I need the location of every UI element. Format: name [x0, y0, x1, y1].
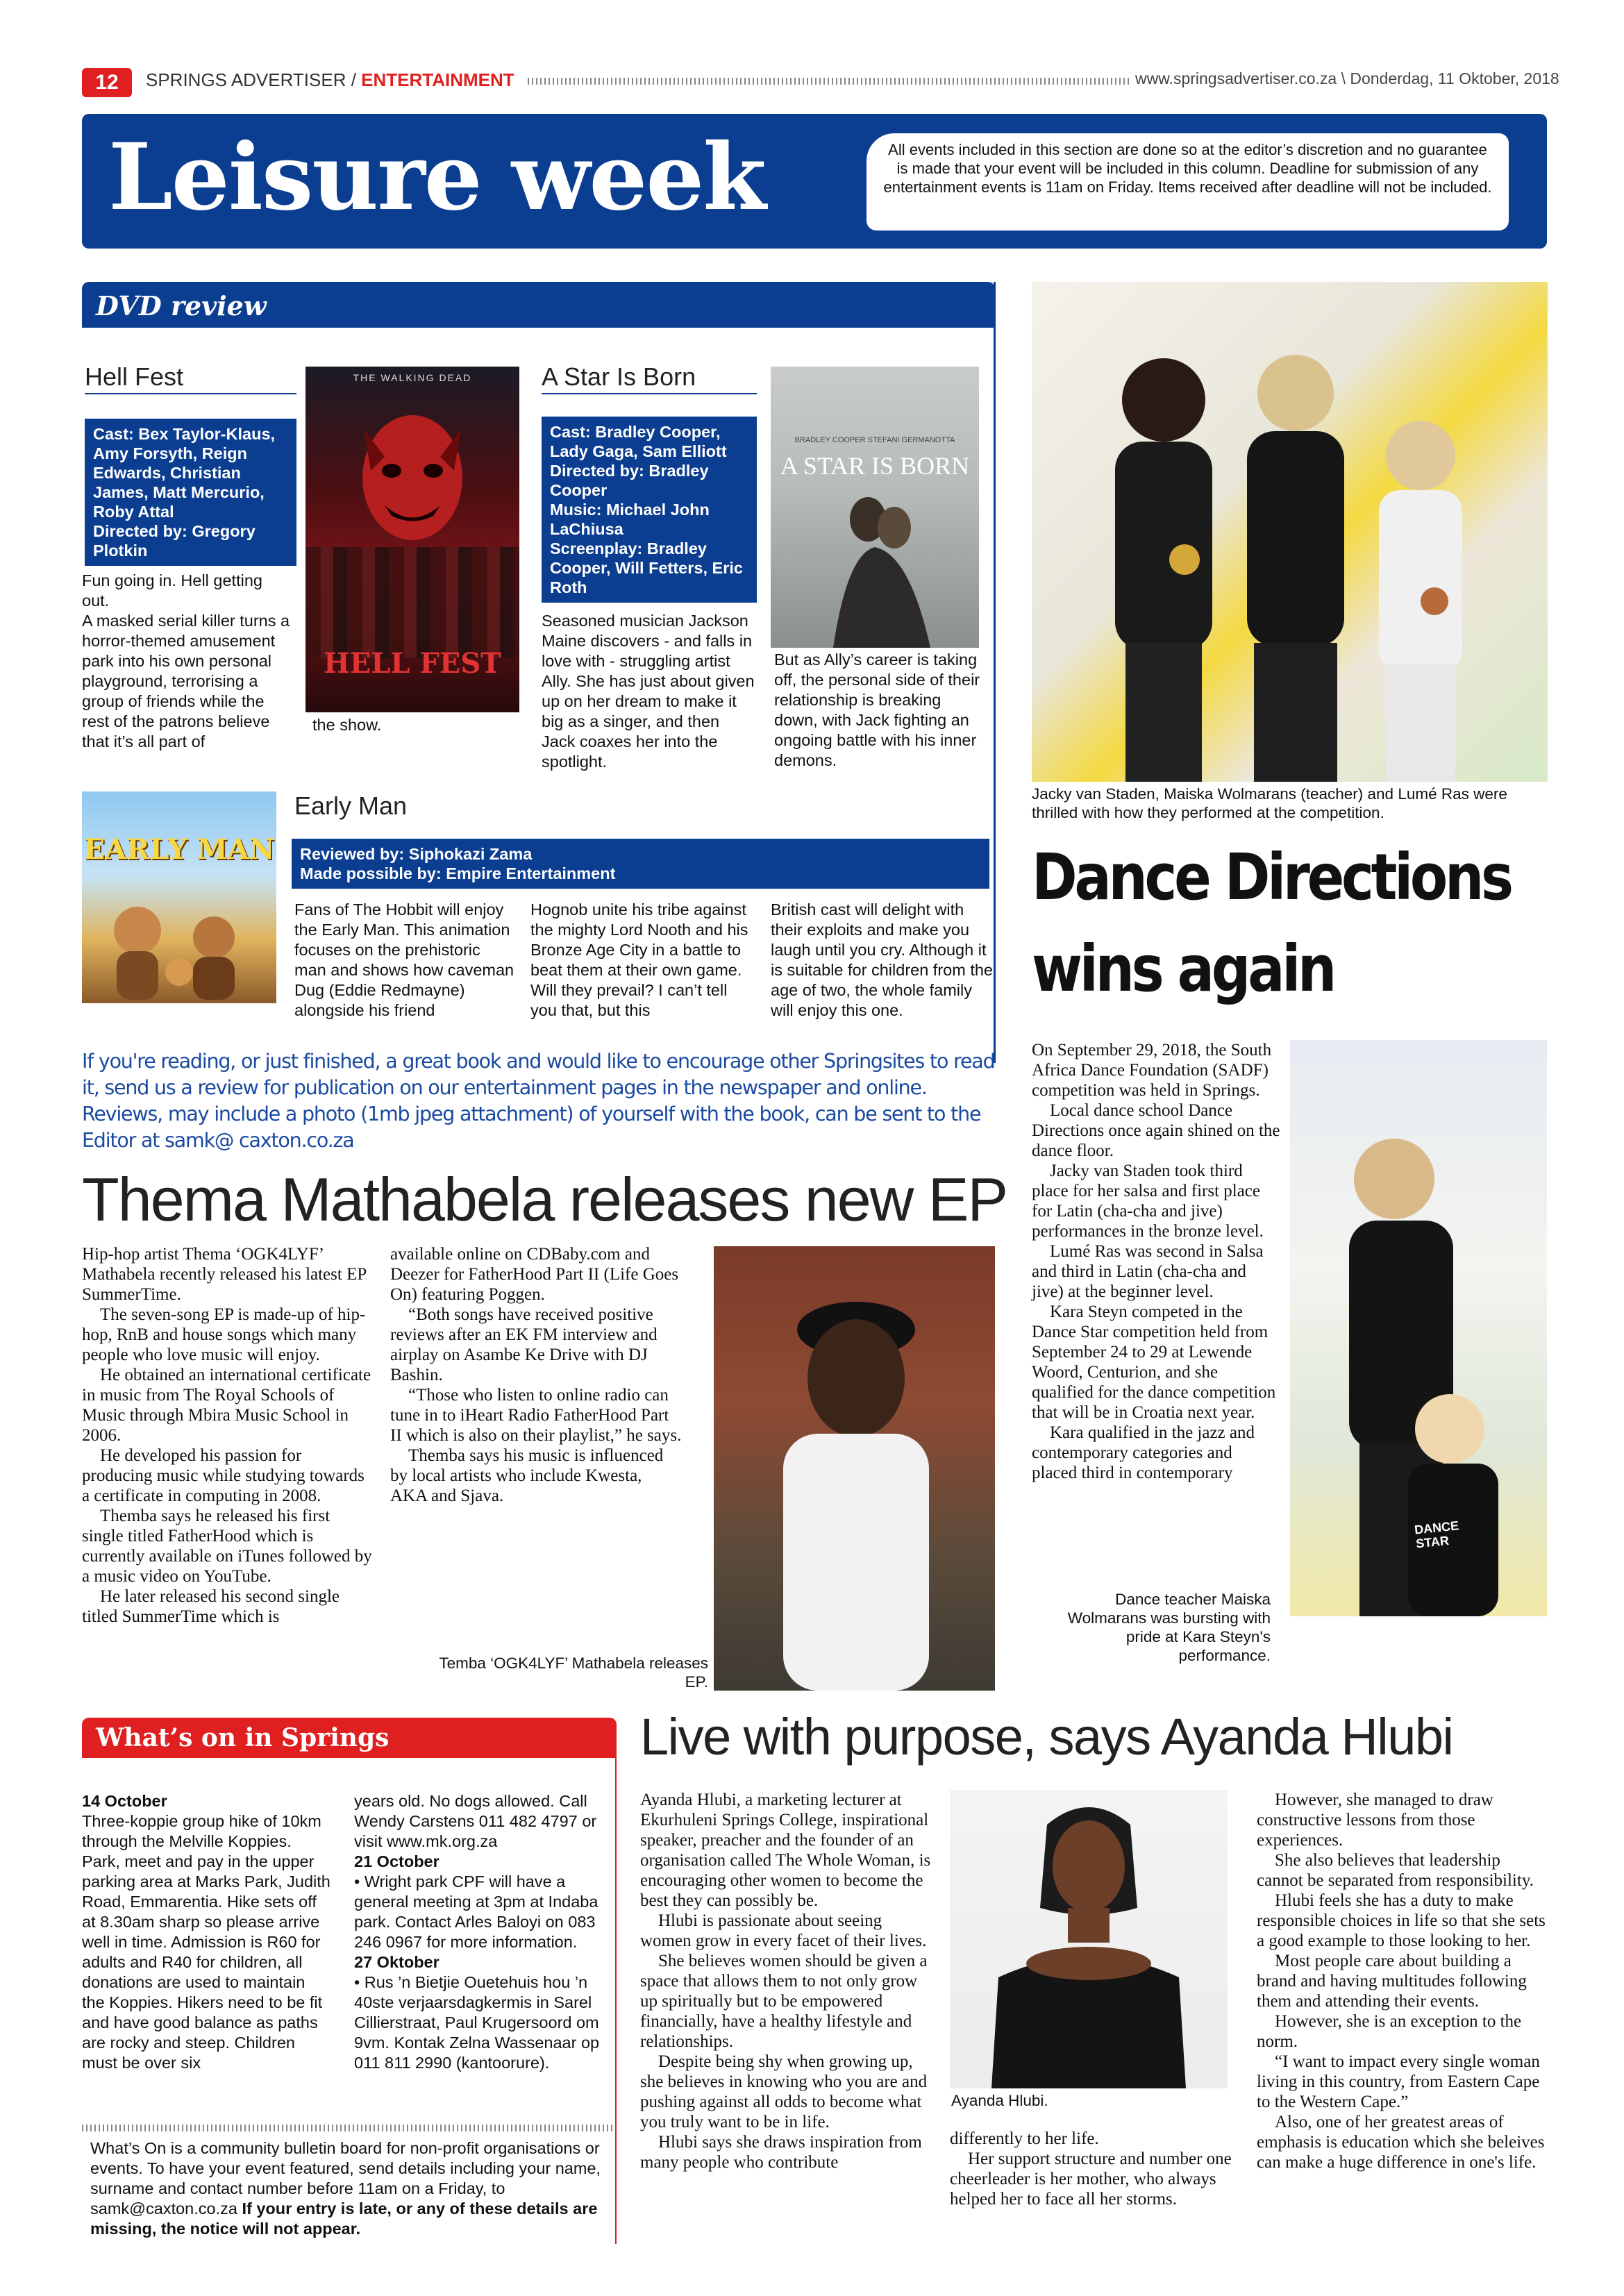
- hellfest-poster-crowd: [305, 547, 519, 658]
- dance-photo-trio: [1032, 282, 1548, 782]
- page-number: 12: [95, 71, 119, 94]
- dance-para-1: On September 29, 2018, the South Africa Dance Foundation (SADF) competition was held in Springs.: [1032, 1041, 1272, 1100]
- whatson-date-2: 21 October: [354, 1852, 440, 1870]
- dance-para-3: Jacky van Staden took third place for her salsa and first place for Latin (cha-cha and jive) performances in the bronze level.: [1032, 1162, 1264, 1241]
- thema-col2: [390, 1244, 682, 1506]
- whatson-item-1-cont: years old. No dogs allowed. Call Wendy Carstens 011 482 4797 or visit www.mk.org.za: [354, 1792, 597, 1850]
- dance-photo-teacher: [1290, 1040, 1547, 1616]
- ayanda-col3-para-5: However, she is an exception to the norm.: [1257, 2012, 1522, 2051]
- ayanda-col2: [950, 2129, 1241, 2209]
- ayanda-portrait-icon: [991, 1797, 1186, 2088]
- dance-headline: Dance Directions wins again: [1032, 840, 1511, 1006]
- thema-col1-para-6: He later released his second single titled SummerTime which is: [82, 1587, 340, 1626]
- dancers-trio-icon: [1060, 310, 1518, 782]
- hellfest-title: Hell Fest: [85, 362, 184, 391]
- page-number-badge: [82, 68, 132, 97]
- whatson-item-2: • Wright park CPF will have a general meeting at 3pm at Indaba park. Contact Arles Baloyi on 083 246 0967 for more information.: [354, 1872, 598, 1951]
- whatson-footer-bold: If your entry is late, or any of these details are missing, the notice will not appear.: [90, 2199, 598, 2238]
- thema-headline: Thema Mathabela releases new EP: [82, 1165, 1007, 1234]
- earlyman-poster: [82, 791, 276, 1003]
- earlyman-poster-title: EARLY MAN: [83, 833, 275, 866]
- whatson-title: What’s on in Springs: [96, 1723, 390, 1752]
- whatson-col1: [82, 1791, 332, 2073]
- ayanda-col1: [640, 1790, 932, 2172]
- thema-col2-para-4: Themba says his music is influenced by local artists who include Kwesta, AKA and Sjava.: [390, 1446, 664, 1505]
- thema-col2-para-1: available online on CDBaby.com and Deezer for FatherHood Part II (Life Goes On) featuring Poggen.: [390, 1245, 679, 1304]
- earlyman-info: Reviewed by: Siphokazi Zama Made possible by: Empire Entertainment: [292, 839, 989, 889]
- starisborn-info: Cast: Bradley Cooper, Lady Gaga, Sam Elliott Directed by: Bradley Cooper Music: Michael John LaChiusa Screenplay: Bradley Cooper, Will Fetters, Eric Roth: [542, 417, 757, 603]
- ayanda-col1-para-1: Ayanda Hlubi, a marketing lecturer at Ekurhuleni Springs College, inspirational speaker, preacher and the founder of an organisation called The Whole Woman, is encouraging other women to become the best they can possibly be.: [640, 1791, 931, 1910]
- ayanda-col3-para-2: She also believes that leadership cannot be separated from responsibility.: [1257, 1851, 1534, 1890]
- whatson-header: [82, 1718, 617, 1758]
- ayanda-col3-para-4: Most people care about building a brand and having multitudes following them and attending their events.: [1257, 1952, 1527, 2011]
- dance-photo1-caption: Jacky van Staden, Maiska Wolmarans (teacher) and Lumé Ras were thrilled with how they performed at the competition.: [1032, 785, 1507, 821]
- dvd-right-rule: [994, 282, 996, 1063]
- starisborn-poster-credit: BRADLEY COOPER STEFANI GERMANOTTA: [794, 436, 955, 444]
- thema-col1-para-3: He obtained an international certificate in music from The Royal Schools of Music through Mbira Music School in 2006.: [82, 1366, 371, 1445]
- thema-caption: Temba ‘OGK4LYF’ Mathabela releases EP.: [439, 1654, 708, 1691]
- ayanda-col1-para-4: Despite being shy when growing up, she believes in knowing who you are and pushing against all odds to become what you truly want to be in life.: [640, 2052, 928, 2131]
- starisborn-title: A Star Is Born: [542, 362, 696, 391]
- earlyman-title: Early Man: [294, 791, 408, 820]
- ayanda-col1-para-2: Hlubi is passionate about seeing women grow in every facet of their lives.: [640, 1911, 927, 1950]
- banner-notice-box: [867, 133, 1509, 231]
- earlyman-col3: British cast will delight with their exploits and make you laugh until you cry. Although it is suitable for children from the age of two, the whole family will enjoy this one.: [771, 900, 994, 1019]
- whatson-item-1: Three-koppie group hike of 10km through the Melville Koppies. Park, meet and pay in the upper parking area at Marks Park, Judith Road, Emmarentia. Hike sets off at 8.30am sharp so please arrive well in time. Admission is R60 for adults and R40 for children, all donations are used to maintain the Koppies. Hikers need to be fit and have good balance as paths are rocky and steep. Children must be over six: [82, 1812, 330, 2072]
- ayanda-photo-caption: Ayanda Hlubi.: [951, 2092, 1048, 2109]
- whatson-date-1: 14 October: [82, 1792, 167, 1810]
- dance-para-6: Kara qualified in the jazz and contemporary categories and placed third in contemporary: [1032, 1423, 1255, 1482]
- earlyman-col2: Hognob unite his tribe against the mighty Lord Nooth and his Bronze Age City in a battle to beat them at their own game. Will they prevail? I can’t tell you that, but this: [530, 900, 748, 1019]
- whatson-footer-text: What’s On is a community bulletin board for non-profit organisations or events. To have your event featured, send details including your name, surname and contact number before 11am on a Friday, to samk@caxton.co.za: [90, 2139, 601, 2218]
- starisborn-poster: [771, 367, 979, 648]
- starisborn-title-rule: [542, 393, 757, 394]
- thema-col1-para-4: He developed his passion for producing music while studying towards a certificate in computing in 2008.: [82, 1446, 365, 1505]
- whatson-item-3: • Rus ’n Bietjie Ouetehuis hou ’n 40ste verjaarsdagkermis in Sarel Cillierstraat, Paul Krugersoord om 9vm. Kontak Zelna Wassenaar op 011 811 2990 (kantoorure).: [354, 1973, 600, 2072]
- review-promo: If you're reading, or just finished, a great book and would like to encourage other Springsites to read it, send us a review for publication on our entertainment pages in the newspaper and online. Reviews, may include a photo (1mb jpeg attachment) of yourself with the book, can be sent to the Editor at samk@ caxton.co.za: [82, 1050, 995, 1152]
- starisborn-poster-title: A STAR IS BORN: [780, 452, 970, 480]
- starisborn-text2: But as Ally’s career is taking off, the personal side of their relationship is breaking down, with Jack fighting an ongoing battle with his inner demons.: [774, 651, 980, 769]
- site-date: www.springsadvertiser.co.za \ Donderdag, 11 Oktober, 2018: [1135, 69, 1559, 87]
- hellfest-poster-title: HELL FEST: [324, 647, 501, 680]
- couple-embrace-icon: [819, 492, 937, 648]
- thema-col2-para-3: “Those who listen to online radio can tune in to iHeart Radio FatherHood Part II which is also on their playlist,” he says.: [390, 1386, 682, 1445]
- dance-shirt-text: DANCE STAR: [1414, 1518, 1459, 1551]
- dvd-review-header: [82, 282, 995, 328]
- whatson-footer-rule: [82, 2125, 617, 2131]
- thema-portrait-icon: [742, 1288, 971, 1691]
- ayanda-col1-para-5: Hlubi says she draws inspiration from many people who contribute: [640, 2133, 922, 2172]
- hellfest-title-rule: [85, 393, 296, 394]
- hellfest-poster: [305, 367, 519, 712]
- dance-para-5: Kara Steyn competed in the Dance Star competition held from September 24 to 29 at Lewende Woord, Centurion, and she qualified for the dance competition that will be in Croatia next year.: [1032, 1302, 1276, 1422]
- hellfest-text: Fun going in. Hell getting out. A masked serial killer turns a horror-themed amusement park into his own personal playground, terrorising a group of friends while the rest of the patrons believe that it’s all part of: [82, 571, 290, 751]
- ayanda-col1-para-3: She believes women should be given a space that allows them to not only grow up spiritually but to be empowered financially, have a healthy lifestyle and relationships.: [640, 1952, 928, 2051]
- dance-para-4: Lumé Ras was second in Salsa and third in Latin (cha-cha and jive) at the beginner level.: [1032, 1242, 1264, 1301]
- ayanda-col2-para-2: Her support structure and number one cheerleader is her mother, who always helped her to face all her storms.: [950, 2150, 1232, 2209]
- whatson-right-rule: [615, 1758, 617, 2244]
- ayanda-col3: [1257, 1790, 1548, 2172]
- paper-name: SPRINGS ADVERTISER /: [146, 69, 356, 90]
- banner-title: Leisure week: [108, 124, 765, 231]
- dance-body: [1032, 1040, 1282, 1483]
- thema-col1: [82, 1244, 374, 1627]
- dance-photo2-caption: Dance teacher Maiska Wolmarans was bursting with pride at Kara Steyn's performance.: [1067, 1591, 1271, 1664]
- ayanda-photo: [950, 1790, 1228, 2088]
- ayanda-headline: Live with purpose, says Ayanda Hlubi: [640, 1708, 1453, 1766]
- thema-photo: [714, 1246, 995, 1691]
- starisborn-text1: Seasoned musician Jackson Maine discovers - and falls in love with - struggling artist Ally. She has just about given up on her dream to make it big as a singer, and then Jack coaxes her into the spotlight.: [542, 612, 755, 771]
- ayanda-col3-para-3: Hlubi feels she has a duty to make responsible choices in life so that she sets a good example to those looking to her.: [1257, 1891, 1546, 1950]
- thema-col1-para-5: Themba says he released his first single titled FatherHood which is currently available on iTunes followed by a music video on YouTube.: [82, 1507, 372, 1586]
- ayanda-col3-para-7: Also, one of her greatest areas of emphasis is education which she beleives can make a huge difference in one's life.: [1257, 2113, 1545, 2172]
- whatson-footer: [90, 2138, 618, 2239]
- thema-col1-para-2: The seven-song EP is made-up of hip-hop, RnB and house songs which many people who love music will enjoy.: [82, 1305, 366, 1364]
- demon-mask-icon: [343, 401, 482, 547]
- header-rule: [528, 78, 1132, 85]
- thema-col2-para-2: “Both songs have received positive reviews after an EK FM interview and airplay on Asambe Ke Drive with DJ Bashin.: [390, 1305, 658, 1384]
- section-name: ENTERTAINMENT: [361, 69, 514, 90]
- dance-para-2: Local dance school Dance Directions once again shined on the dance floor.: [1032, 1101, 1280, 1160]
- thema-col1-para-1: Hip-hop artist Thema ‘OGK4LYF’ Mathabela recently released his latest EP SummerTime.: [82, 1245, 367, 1304]
- dvd-review-title: DVD review: [96, 290, 267, 321]
- caveman-characters-icon: [96, 882, 262, 1000]
- whatson-col2: [354, 1791, 611, 2073]
- earlyman-col1: Fans of The Hobbit will enjoy the Early Man. This animation focuses on the prehistoric man and shows how caveman Dug (Eddie Redmayne) alongside his friend: [294, 900, 514, 1019]
- banner-notice: All events included in this section are done so at the editor’s discretion and no guarantee is made that your event will be included in this column. Deadline for submission of any entertainment events is 11am on Friday. Items received after deadline will not be included.: [883, 141, 1492, 196]
- hellfest-poster-top: THE WALKING DEAD: [353, 372, 472, 383]
- hellfest-info: Cast: Bex Taylor-Klaus, Amy Forsyth, Reign Edwards, Christian James, Matt Mercurio, Roby Attal Directed by: Gregory Plotkin: [85, 419, 296, 566]
- whatson-date-3: 27 Oktober: [354, 1953, 440, 1971]
- hellfest-text-end: the show.: [312, 716, 382, 734]
- ayanda-col2-para-1: differently to her life.: [950, 2129, 1099, 2148]
- masthead-label: [146, 69, 514, 91]
- leisure-banner: [82, 114, 1547, 249]
- ayanda-col3-para-6: “I want to impact every single woman living in this country, from Eastern Cape to the Western Cape.”: [1257, 2052, 1540, 2111]
- ayanda-col3-para-1: However, she managed to draw constructive lessons from those experiences.: [1257, 1791, 1493, 1850]
